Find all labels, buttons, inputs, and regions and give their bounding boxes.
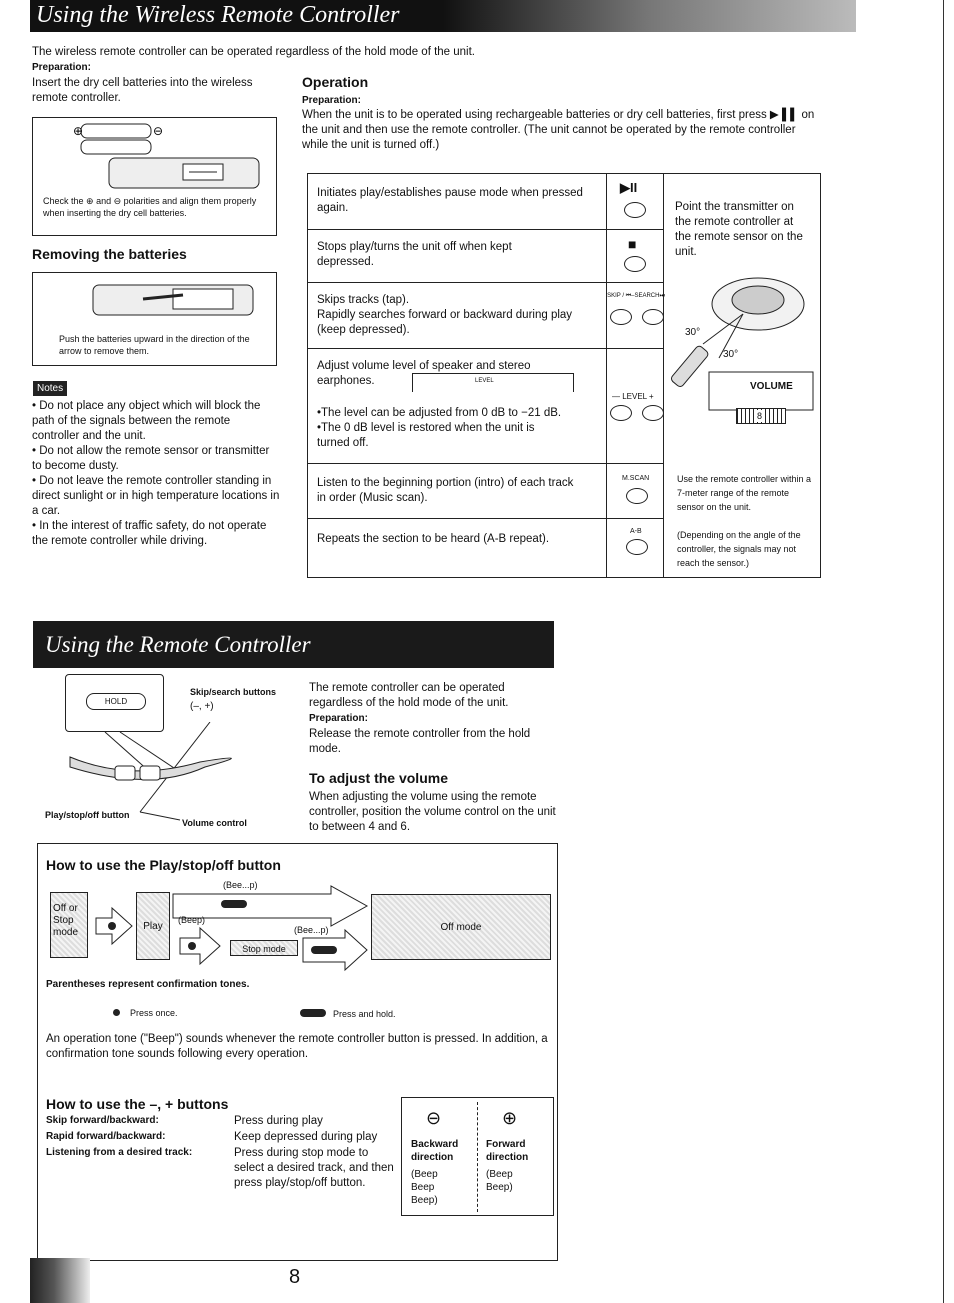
off-mode-state: Off mode [371,894,551,960]
press-once-label: Press once. [130,1008,178,1018]
listen-label: Listening from a desired track: [46,1147,193,1158]
table-row: Initiates play/establishes pause mode when pressed again. ▶II [308,174,663,230]
section1-intro: The wireless remote controller can be operated regardless of the hold mode of the unit. [32,46,475,58]
mscan-symbol: M.SCAN [622,475,650,482]
off-stop-state: Off or Stop mode [50,892,88,958]
forward-button-icon: ⊕ [502,1108,518,1128]
op-prep-text: When the unit is to be operated using rechargeable batteries or dry cell batteries, first press ▶ ▌▌ on the unit and then use the remote controller. (The unit cannot be operated by the remote controller while the unit is turned off.) [302,109,815,151]
volume-label: VOLUME [750,381,793,392]
play-state: Play [136,892,170,960]
ab-repeat-button[interactable] [626,539,648,555]
op-prep-label: Preparation: [302,95,361,106]
bee-mid: (Bee...p) [294,925,329,935]
svg-text:⊕: ⊕ [73,124,84,138]
battery-remove-illustration [33,273,276,328]
notes-list [32,399,280,549]
battery-remove-figure [32,272,277,366]
arrow-to-off [301,928,371,972]
bee-top: (Bee...p) [223,880,258,890]
stop-symbol: ■ [628,236,637,252]
section1-title: Using the Wireless Remote Controller [36,2,400,28]
page-edge [943,0,944,1303]
mscan-button[interactable] [626,488,648,504]
remote-sensor-illustration [663,274,819,464]
backward-button-icon: ⊖ [426,1108,442,1128]
battery-caption: Check the ⊕ and ⊖ polarities and align them properly when inserting the dry cell batteries. [43,196,257,218]
hold-switch[interactable]: HOLD [86,693,146,710]
prep-label: Preparation: [32,62,91,73]
remote-controller-illustration [60,722,290,822]
press-once-dot [113,1009,120,1016]
beep-label: (Beep) [178,915,206,925]
volume-scale: 8 [736,408,786,424]
table-row: Adjust volume level of speaker and stereo earphones. LEVEL •The level can be adjusted from 0 dB to −21 dB. •The 0 dB level is restored when the unit is turned off. — LEVEL + [308,349,663,464]
table-row: Skips tracks (tap). Rapidly searches forward or backward during play (keep depressed). SKIP / ⏮–SEARCH⏭ [308,283,663,349]
adjust-volume-text: When adjusting the volume using the remote controller, position the volume control on the unit to between 4 and 6. [309,791,556,833]
level-box: LEVEL [412,373,574,392]
section2-prep-text: Release the remote controller from the hold mode. [309,728,531,755]
note-item: • In the interest of traffic safety, do not operate the remote controller while driving. [32,520,267,547]
listen-text: Press during stop mode to select a desired track, and then press play/stop/off button. [234,1147,394,1189]
table-row: Listen to the beginning portion (intro) of each track in order (Music scan). M.SCAN [308,464,663,519]
section1-title-bar [30,0,856,32]
backward-beep: (Beep Beep Beep) [411,1169,438,1206]
table-row: Repeats the section to be heard (A-B repeat). A-B [308,519,663,577]
play-stop-label: Play/stop/off button [45,810,130,820]
volume-control-label: Volume control [182,818,247,828]
note-item: • Do not place any object which will block the path of the signals between the remote controller and the unit. [32,400,261,442]
level-symbol: — LEVEL + [612,392,654,401]
skip-fwd-label: Skip forward/backward: [46,1115,159,1126]
rapid-fwd-text: Keep depressed during play [234,1131,378,1143]
section2-intro: The remote controller can be operated regardless of the hold mode of the unit. [309,682,509,709]
skip-symbol: SKIP / ⏮–SEARCH⏭ [607,293,665,299]
forward-label: Forward direction [486,1139,529,1163]
press-hold-pill [300,1009,326,1017]
note-item: • Do not allow the remote sensor or transmitter to become dusty. [32,445,270,472]
level-down-button[interactable] [610,405,632,421]
adjust-volume-heading: To adjust the volume [309,770,448,786]
skip-back-button[interactable] [610,309,632,325]
skip-fwd-text: Press during play [234,1115,323,1127]
range-text: Use the remote controller within a 7-meter range of the remote sensor on the unit. [677,474,812,512]
angle-label: 30° [685,327,701,338]
corner-shadow [30,1258,90,1303]
remove-caption: Push the batteries upward in the direction of the arrow to remove them. [59,334,250,356]
operation-heading: Operation [302,74,369,90]
section2-prep-label: Preparation: [309,713,368,724]
stop-button[interactable] [624,256,646,272]
skip-search-sub: (–, +) [190,701,214,712]
point-text: Point the transmitter on the remote controller at the remote sensor on the unit. [675,201,803,258]
table-row: Stops play/turns the unit off when kept depressed. ■ [308,230,663,283]
notes-label: Notes [33,381,67,396]
tone-text: An operation tone ("Beep") sounds whenever the remote controller button is pressed. In addition, a confirmation tone sounds following every operation. [46,1033,548,1060]
buttons-heading: How to use the –, + buttons [46,1096,229,1112]
angle-label-2: 30° [723,349,739,360]
arrow-to-stop [178,926,222,966]
skip-forward-button[interactable] [642,309,664,325]
battery-insert-illustration [33,118,276,198]
note-item: • Do not leave the remote controller standing in direct sunlight or in high temperature locations in a car. [32,475,280,517]
howto-heading: How to use the Play/stop/off button [46,857,281,873]
press-hold-label: Press and hold. [333,1009,396,1019]
section2-title-bar [33,621,554,668]
ab-symbol: A-B [630,528,642,535]
play-pause-symbol: ▶II [620,180,638,195]
rapid-fwd-label: Rapid forward/backward: [46,1131,166,1142]
howto-box [37,843,558,1261]
section2-title: Using the Remote Controller [45,632,311,657]
backward-label: Backward direction [411,1139,459,1163]
page-number: 8 [289,1266,301,1288]
direction-box [401,1097,554,1216]
function-table [307,173,664,578]
battery-insert-figure [32,117,277,236]
angle-note: (Depending on the angle of the controller, the signals may not reach the sensor.) [677,530,801,568]
sensor-panel [663,173,821,578]
skip-search-label: Skip/search buttons [190,687,277,697]
arrow-to-play [94,906,134,946]
paren-note: Parentheses represent confirmation tones. [46,979,250,990]
svg-text:⊖: ⊖ [153,124,164,138]
prep-text: Insert the dry cell batteries into the wireless remote controller. [32,77,253,104]
removing-heading: Removing the batteries [32,246,187,262]
stop-mode-state: Stop mode [230,940,298,956]
level-up-button[interactable] [642,405,664,421]
forward-beep: (Beep Beep) [486,1169,513,1193]
play-pause-button[interactable] [624,202,646,218]
